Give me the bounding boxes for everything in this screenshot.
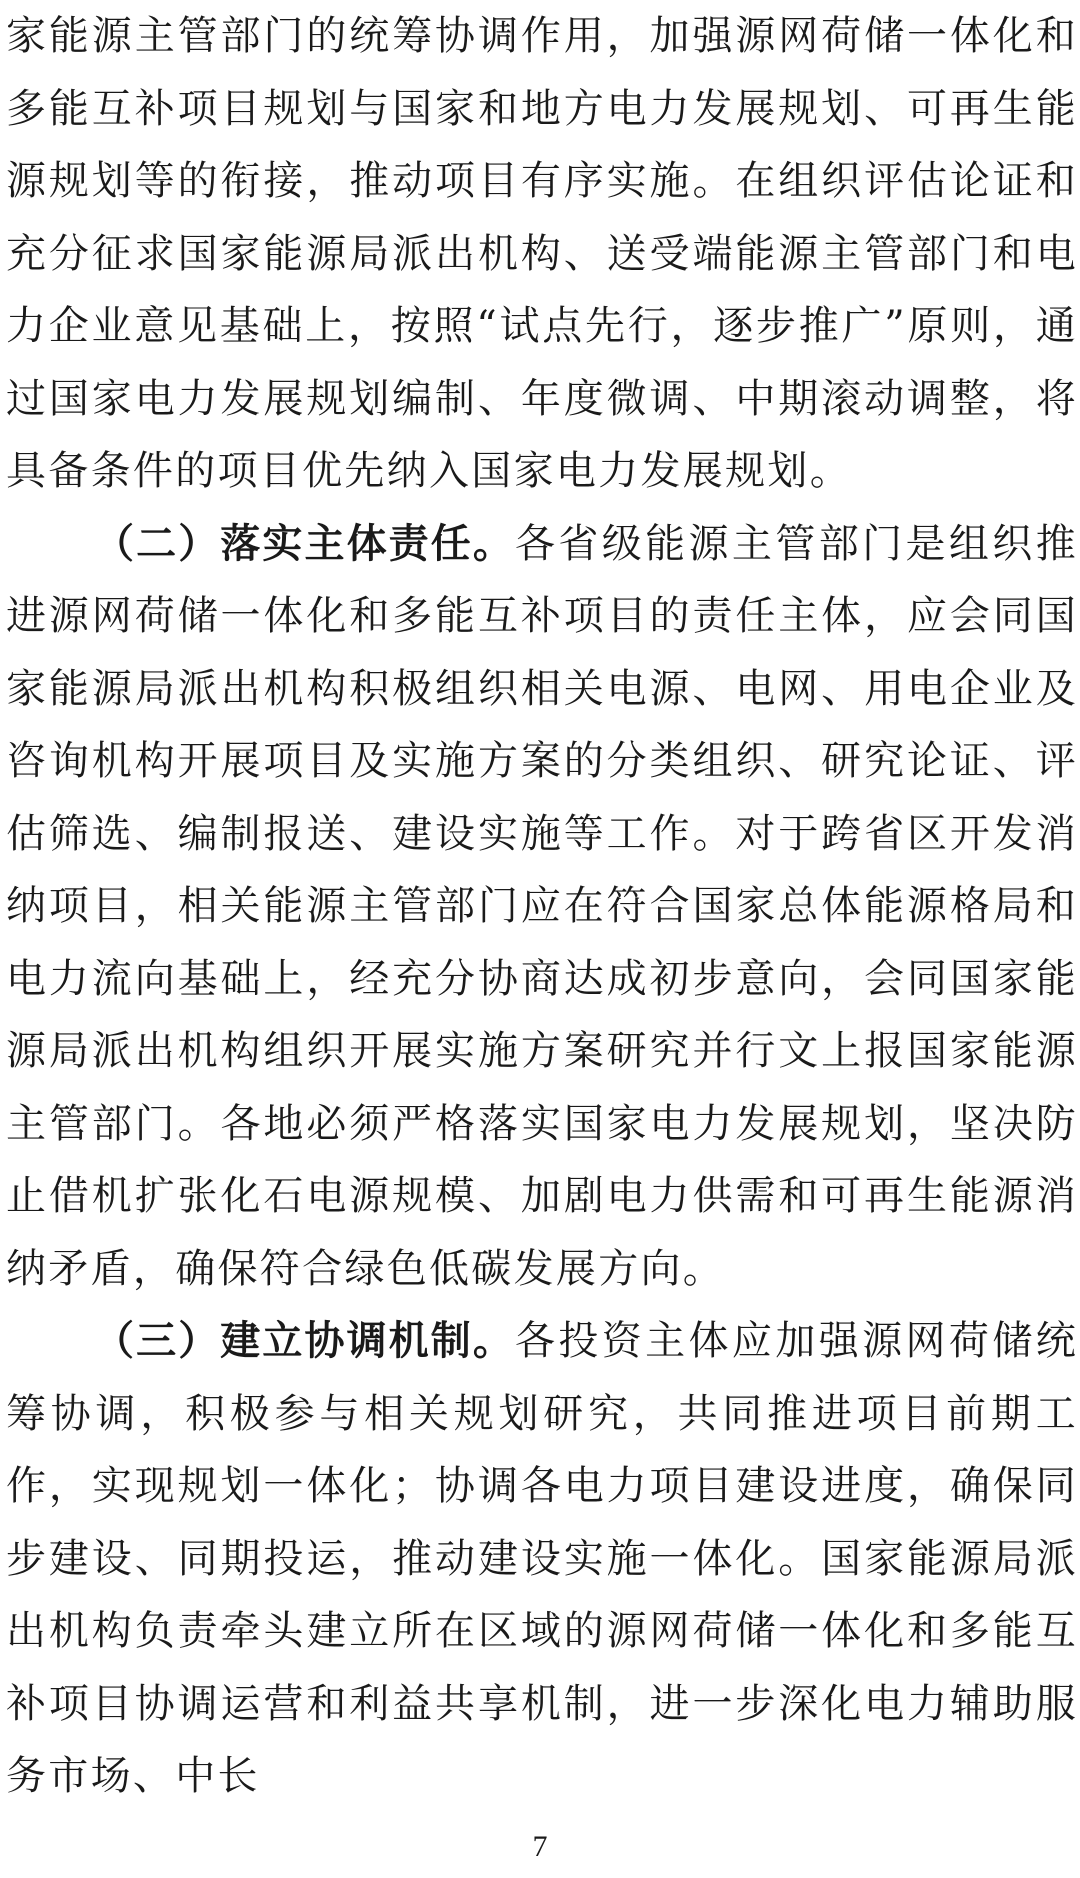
- paragraph-responsibility: [6, 508, 1078, 1306]
- paragraph-text: 各投资主体应加强源网荷储统筹协调，积极参与相关规划研究，共同推进项目前期工作，实现规划一体化；协调各电力项目建设进度，确保同步建设、同期投运，推动建设实施一体化。国家能源局派出机构负责牵头建立所在区域的源网荷储一体化和多能互补项目协调运营和利益共享机制，进一步深化电力辅助服务市场、中长: [6, 1318, 1078, 1799]
- section-heading: （三）建立协调机制。: [94, 1318, 515, 1364]
- section-heading: （二）落实主体责任。: [94, 520, 515, 567]
- page-number: 7: [532, 1830, 548, 1863]
- paragraph-text: 家能源主管部门的统筹协调作用，加强源网荷储一体化和多能互补项目规划与国家和地方电力发展规划、可再生能源规划等的衔接，推动项目有序实施。在组织评估论证和充分征求国家能源局派出机构、送受端能源主管部门和电力企业意见基础上，按照“试点先行，逐步推广”原则，通过国家电力发展规划编制、年度微调、中期滚动调整，将具备条件的项目优先纳入国家电力发展规划。: [6, 13, 1078, 494]
- body-text: [6, 0, 1078, 1813]
- paragraph-continuation: [6, 0, 1078, 508]
- paragraph-coordination: [6, 1305, 1078, 1813]
- paragraph-text: 各省级能源主管部门是组织推进源网荷储一体化和多能互补项目的责任主体，应会同国家能源局派出机构积极组织相关电源、电网、用电企业及咨询机构开展项目及实施方案的分类组织、研究论证、评估筛选、编制报送、建设实施等工作。对于跨省区开发消纳项目，相关能源主管部门应在符合国家总体能源格局和电力流向基础上，经充分协商达成初步意向，会同国家能源局派出机构组织开展实施方案研究并行文上报国家能源主管部门。各地必须严格落实国家电力发展规划，坚决防止借机扩张化石电源规模、加剧电力供需和可再生能源消纳矛盾，确保符合绿色低碳发展方向。: [6, 520, 1078, 1292]
